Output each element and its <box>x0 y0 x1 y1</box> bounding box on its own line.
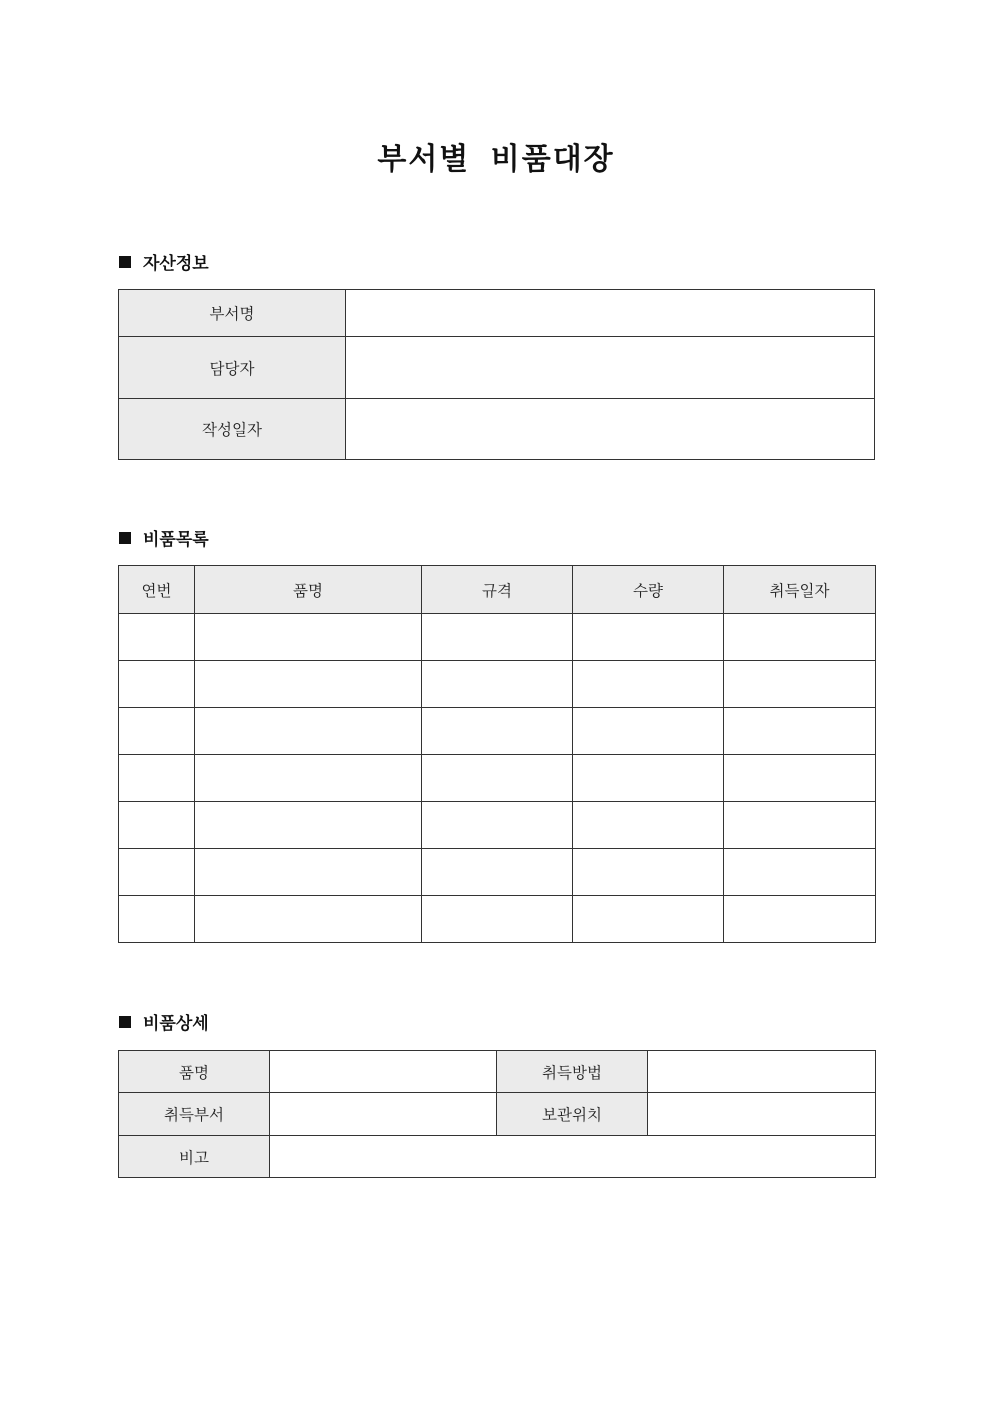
table-row <box>119 614 876 661</box>
date-written-field[interactable] <box>346 399 875 460</box>
table-cell[interactable] <box>195 896 422 943</box>
item-detail-table <box>118 1050 876 1178</box>
column-header-quantity: 수량 <box>573 566 724 614</box>
table-cell[interactable] <box>195 802 422 849</box>
table-cell[interactable] <box>195 755 422 802</box>
acq-dept-label: 취득부서 <box>119 1093 270 1136</box>
remarks-field[interactable] <box>270 1136 876 1178</box>
location-field[interactable] <box>648 1093 876 1136</box>
column-header-item-name: 품명 <box>195 566 422 614</box>
page-title: 부서별 비품대장 <box>377 142 615 177</box>
section-heading-item-list <box>119 528 209 552</box>
dept-name-label: 부서명 <box>119 290 346 337</box>
table-row <box>119 290 875 337</box>
section-heading-item-detail <box>119 1012 209 1036</box>
column-header-spec: 규격 <box>422 566 573 614</box>
table-row <box>119 755 876 802</box>
table-cell[interactable] <box>195 614 422 661</box>
section-heading-text: 자산정보 <box>143 254 209 274</box>
table-cell[interactable] <box>573 614 724 661</box>
asset-info-table <box>118 289 875 460</box>
table-cell[interactable] <box>119 614 195 661</box>
table-cell[interactable] <box>422 661 573 708</box>
section-heading-text: 비품상세 <box>143 1014 209 1034</box>
table-row <box>119 661 876 708</box>
item-name-label: 품명 <box>119 1051 270 1093</box>
square-bullet-icon <box>119 1016 131 1028</box>
table-row <box>119 1051 876 1093</box>
table-row <box>119 708 876 755</box>
column-header-serial: 연번 <box>119 566 195 614</box>
table-cell[interactable] <box>422 802 573 849</box>
table-cell[interactable] <box>422 849 573 896</box>
acq-dept-field[interactable] <box>270 1093 497 1136</box>
table-cell[interactable] <box>724 708 876 755</box>
table-row <box>119 802 876 849</box>
section-heading-asset-info <box>119 252 209 276</box>
table-cell[interactable] <box>573 708 724 755</box>
dept-name-field[interactable] <box>346 290 875 337</box>
table-cell[interactable] <box>422 614 573 661</box>
table-row <box>119 1093 876 1136</box>
remarks-label: 비고 <box>119 1136 270 1178</box>
section-heading-text: 비품목록 <box>143 530 209 550</box>
item-list-table <box>118 565 876 943</box>
table-row <box>119 337 875 399</box>
manager-label: 담당자 <box>119 337 346 399</box>
table-row <box>119 1136 876 1178</box>
acq-method-label: 취득방법 <box>497 1051 648 1093</box>
table-cell[interactable] <box>119 802 195 849</box>
table-cell[interactable] <box>724 896 876 943</box>
table-cell[interactable] <box>195 708 422 755</box>
table-cell[interactable] <box>195 849 422 896</box>
table-cell[interactable] <box>195 661 422 708</box>
table-cell[interactable] <box>119 896 195 943</box>
table-cell[interactable] <box>573 849 724 896</box>
table-row <box>119 849 876 896</box>
table-header-row <box>119 566 876 614</box>
square-bullet-icon <box>119 256 131 268</box>
table-cell[interactable] <box>573 802 724 849</box>
column-header-acq-date: 취득일자 <box>724 566 876 614</box>
table-cell[interactable] <box>724 755 876 802</box>
table-cell[interactable] <box>724 661 876 708</box>
table-cell[interactable] <box>573 755 724 802</box>
table-cell[interactable] <box>422 708 573 755</box>
table-cell[interactable] <box>724 802 876 849</box>
table-cell[interactable] <box>422 896 573 943</box>
table-cell[interactable] <box>119 708 195 755</box>
table-cell[interactable] <box>422 755 573 802</box>
table-row <box>119 399 875 460</box>
table-cell[interactable] <box>724 849 876 896</box>
table-cell[interactable] <box>573 661 724 708</box>
acq-method-field[interactable] <box>648 1051 876 1093</box>
item-name-field[interactable] <box>270 1051 497 1093</box>
location-label: 보관위치 <box>497 1093 648 1136</box>
date-written-label: 작성일자 <box>119 399 346 460</box>
table-cell[interactable] <box>573 896 724 943</box>
table-cell[interactable] <box>724 614 876 661</box>
table-row <box>119 896 876 943</box>
square-bullet-icon <box>119 532 131 544</box>
table-cell[interactable] <box>119 755 195 802</box>
table-cell[interactable] <box>119 849 195 896</box>
table-cell[interactable] <box>119 661 195 708</box>
manager-field[interactable] <box>346 337 875 399</box>
